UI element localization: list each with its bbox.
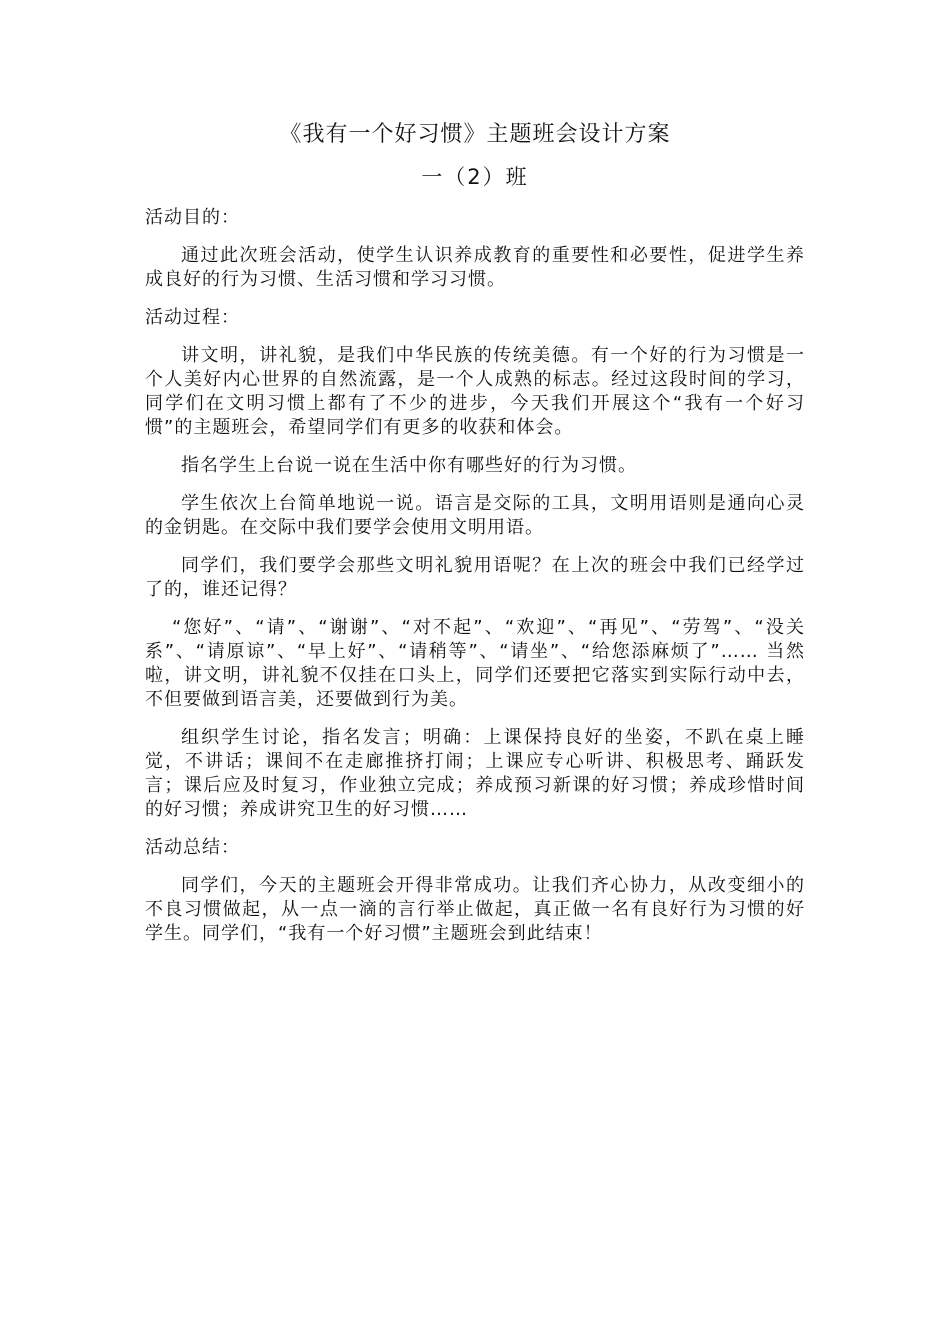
process-paragraph-3: 学生依次上台简单地说一说。语言是交际的工具，文明用语则是通向心灵的金钥匙。在交际中我们要学会使用文明用语。: [145, 493, 805, 538]
process-paragraph-2: 指名学生上台说一说在生活中你有哪些好的行为习惯。: [181, 455, 637, 476]
process-paragraph-6: 组织学生讨论，指名发言；明确：上课保持良好的坐姿，不趴在桌上睡觉，不讲话；课间不在走廊推挤打闹；上课应专心听讲、积极思考、踊跃发言；课后应及时复习，作业独立完成；养成预习新课的好习惯；养成珍惜时间的好习惯；养成讲究卫生的好习惯……: [145, 727, 805, 820]
summary-heading: 活动总结：: [145, 837, 240, 858]
process-heading: 活动过程：: [145, 307, 240, 328]
process-paragraph-5: “您好”、“请”、“谢谢”、“对不起”、“欢迎”、“再见”、“劳驾”、“没关系”、“请原谅”、“早上好”、“请稍等”、“请坐”、“给您添麻烦了”…… 当然啦，讲文明，讲礼貌不仅挂在口头上，同学们还要把它落实到实际行动中去，不但要做到语言美，还要做到行为美。: [145, 617, 805, 710]
summary-paragraph: 同学们，今天的主题班会开得非常成功。让我们齐心协力，从改变细小的不良习惯做起，从一点一滴的言行举止做起，真正做一名有良好行为习惯的好学生。同学们，“我有一个好习惯”主题班会到此结束！: [145, 875, 805, 944]
process-paragraph-4: 同学们，我们要学会那些文明礼貌用语呢？在上次的班会中我们已经学过了的，谁还记得？: [145, 555, 805, 600]
purpose-paragraph: 通过此次班会活动，使学生认识养成教育的重要性和必要性，促进学生养成良好的行为习惯、生活习惯和学习习惯。: [145, 245, 805, 290]
document-page: [145, 118, 805, 960]
class-name: 一（2）班: [421, 165, 529, 189]
purpose-heading: 活动目的：: [145, 207, 240, 228]
document-title: 《我有一个好习惯》主题班会设计方案: [279, 122, 671, 147]
process-paragraph-1: 讲文明，讲礼貌，是我们中华民族的传统美德。有一个好的行为习惯是一个人美好内心世界的自然流露，是一个人成熟的标志。经过这段时间的学习，同学们在文明习惯上都有了不少的进步，今天我们开展这个“我有一个好习惯”的主题班会，希望同学们有更多的收获和体会。: [145, 345, 805, 438]
